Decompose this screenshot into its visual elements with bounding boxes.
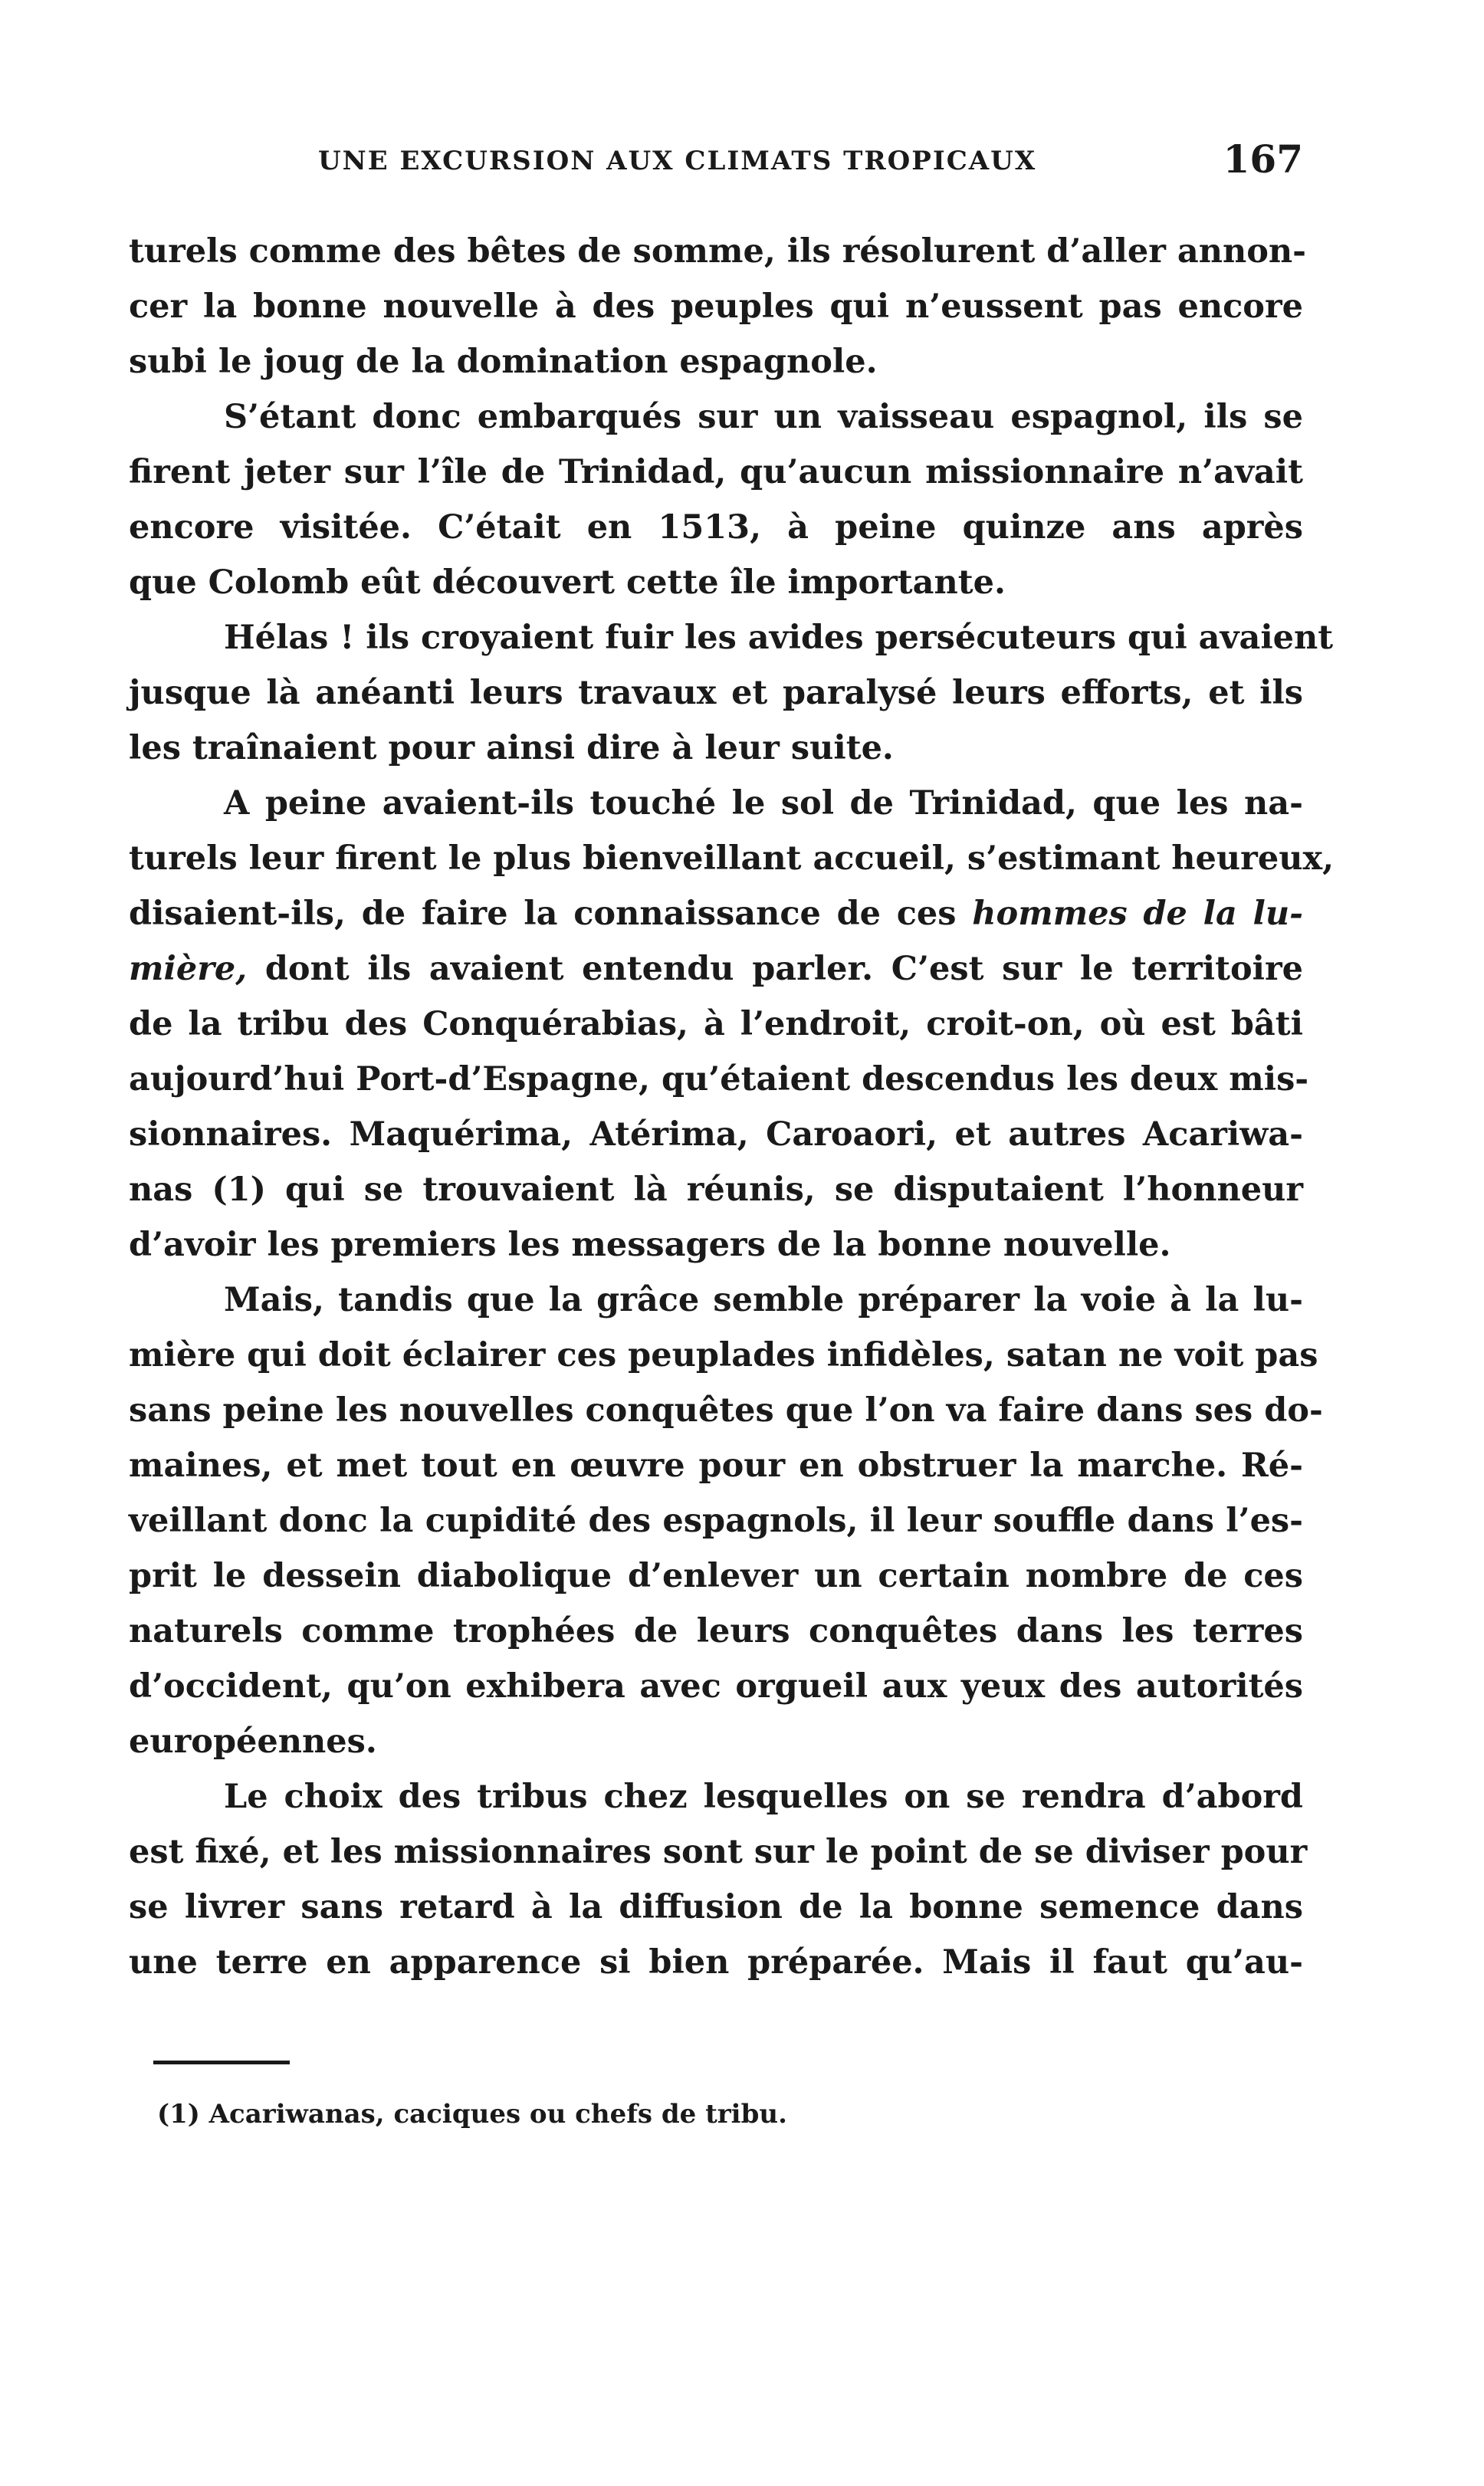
text-line — [129, 886, 1303, 941]
text-line: turels leur firent le plus bienveillant accueil, s’estimant heureux, — [129, 839, 1335, 878]
text-line: mière qui doit éclairer ces peuplades infidèles, satan ne voit pas — [129, 1336, 1318, 1374]
italic-phrase: mière, — [129, 950, 248, 988]
text-line: S’étant donc embarqués sur un vaisseau espagnol, ils se — [224, 398, 1303, 436]
text-line: de la tribu des Conquérabias, à l’endroit, croit-on, où est bâti — [129, 1005, 1303, 1043]
text-line: sans peine les nouvelles conquêtes que l’on va faire dans ses do- — [129, 1391, 1323, 1430]
italic-phrase: hommes de la lu- — [972, 895, 1303, 933]
text-line: jusque là anéanti leurs travaux et paralysé leurs efforts, et ils — [129, 674, 1303, 712]
text-line: firent jeter sur l’île de Trinidad, qu’aucun missionnaire n’avait — [129, 453, 1303, 491]
text-line: une terre en apparence si bien préparée. Mais il faut qu’au- — [129, 1943, 1303, 1982]
text-line: Hélas ! ils croyaient fuir les avides persécuteurs qui avaient — [224, 619, 1334, 657]
text-line: aujourd’hui Port-d’Espagne, qu’étaient descendus les deux mis- — [129, 1060, 1309, 1099]
text-line: les traînaient pour ainsi dire à leur suite. — [129, 729, 894, 767]
text-line: subi le joug de la domination espagnole. — [129, 343, 878, 381]
text-line: nas (1) qui se trouvaient là réunis, se disputaient l’honneur — [129, 1171, 1303, 1209]
text-line: A peine avaient-ils touché le sol de Trinidad, que les na- — [224, 784, 1303, 823]
text-line: se livrer sans retard à la diffusion de la bonne semence dans — [129, 1888, 1303, 1926]
text-line: maines, et met tout en œuvre pour en obstruer la marche. Ré- — [129, 1447, 1303, 1485]
text-line: est fixé, et les missionnaires sont sur le point de se diviser pour — [129, 1833, 1308, 1871]
text-line: que Colomb eût découvert cette île importante. — [129, 563, 1006, 602]
text-line: sionnaires. Maquérima, Atérima, Caroaori, et autres Acariwa- — [129, 1115, 1303, 1154]
text-line-rest: dont ils avaient entendu parler. C’est sur le territoire — [247, 950, 1303, 988]
text-line: d’avoir les premiers les messagers de la bonne nouvelle. — [129, 1226, 1171, 1264]
page-number: 167 — [1223, 136, 1303, 182]
text-line: veillant donc la cupidité des espagnols, il leur souffle dans l’es- — [129, 1502, 1303, 1540]
text-line: d’occident, qu’on exhibera avec orgueil aux yeux des autorités — [129, 1667, 1303, 1706]
text-line: Le choix des tribus chez lesquelles on se rendra d’abord — [224, 1778, 1303, 1816]
running-title: UNE EXCURSION AUX CLIMATS TROPICAUX — [318, 146, 1037, 176]
text-line-start: disaient-ils, de faire la connaissance de ces — [129, 895, 957, 933]
text-line: cer la bonne nouvelle à des peuples qui n’eussent pas encore — [129, 287, 1303, 326]
footnote: (1) Acariwanas, caciques ou chefs de tribu. — [157, 2099, 787, 2130]
text-line: Mais, tandis que la grâce semble préparer la voie à la lu- — [224, 1281, 1303, 1319]
text-line: encore visitée. C’était en 1513, à peine quinze ans après — [129, 508, 1303, 547]
running-head — [130, 136, 1303, 190]
footnote-rule — [153, 2061, 290, 2064]
text-line: européennes. — [129, 1722, 377, 1761]
text-line: prit le dessein diabolique d’enlever un certain nombre de ces — [129, 1557, 1303, 1595]
text-line: naturels comme trophées de leurs conquêtes dans les terres — [129, 1612, 1303, 1650]
text-line — [129, 941, 1303, 997]
text-line: turels comme des bêtes de somme, ils résolurent d’aller annon- — [129, 232, 1307, 271]
body-text — [129, 224, 1335, 1990]
